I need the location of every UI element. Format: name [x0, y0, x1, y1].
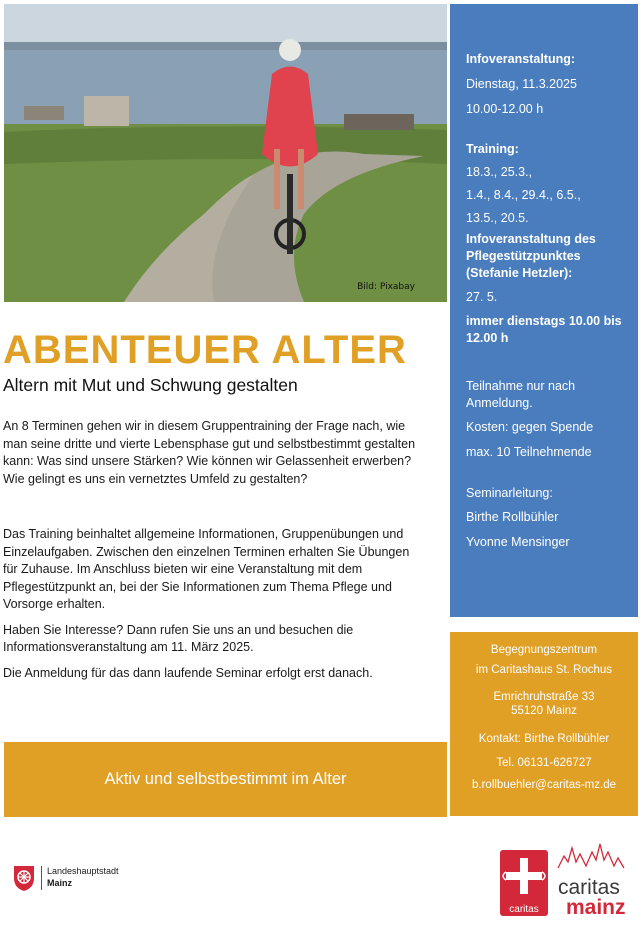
cost-note: Kosten: gegen Spende: [466, 420, 594, 435]
city-logo-line-1: Landeshauptstadt: [47, 866, 119, 877]
paragraph-training: Das Training beinhaltet allgemeine Informationen, Gruppenübungen und Einzelaufgaben. Zwischen den einzelnen Terminen erhalten Sie Übungen für Zuhause. Im Anschluss bieten wir eine Veranstaltung mit dem Pflegestützpunkt an, bei der Sie Informationen zum Thema Pflege und Vorsorge erhalten.: [3, 527, 410, 611]
training-dates-3: 13.5., 20.5.: [466, 210, 529, 225]
event-details-panel: [450, 4, 638, 617]
photo-illustration: [4, 4, 447, 302]
city-logo: [12, 864, 119, 892]
body-text: [3, 418, 426, 682]
registration-note: Teilnahme nur nach Anmeldung.: [466, 379, 576, 411]
city: 55120 Mainz: [511, 705, 577, 718]
mainz-wheel-icon: [12, 864, 36, 892]
caritas-city: mainz: [566, 896, 626, 918]
info-event-time: 10.00-12.00 h: [466, 101, 544, 116]
weekday-note: immer dienstags 10.00 bis 12.00 h: [466, 313, 622, 345]
leaders-label: Seminarleitung:: [466, 485, 553, 500]
paragraph-intro: An 8 Terminen gehen wir in diesem Gruppentraining der Frage nach, wie man seine dritte und vierte Lebensphase gut und selbstbestimmt gestalten kann: Was sind unsere Stärken? Wie können wir Gelassenheit erwerben? Wie gelingt es uns ein vernetztes Umfeld zu gestalten?: [3, 419, 416, 486]
info-event-label: Infoveranstaltung:: [466, 52, 576, 66]
caritas-small-word: caritas: [509, 904, 539, 915]
email-link[interactable]: b.rollbuehler@caritas-mz.de: [472, 778, 616, 791]
city-logo-text: [41, 866, 119, 889]
info-event-date: Dienstag, 11.3.2025: [466, 76, 577, 91]
photo-credit: Bild: Pixabay: [357, 282, 415, 292]
caritas-cross-icon: [500, 838, 630, 918]
venue-line-2: im Caritashaus St. Rochus: [475, 664, 613, 677]
city-logo-line-2: Mainz: [47, 878, 73, 888]
training-dates-2: 1.4., 8.4., 29.4., 6.5.,: [466, 187, 581, 202]
pflege-event-label: Infoveranstaltung des Pflegestützpunktes (Stefanie Hetzler):: [466, 232, 596, 280]
street: Emrichruhstraße 33: [493, 690, 595, 703]
slogan-banner: [4, 742, 447, 817]
page-subtitle: Altern mit Mut und Schwung gestalten: [3, 375, 298, 395]
page-title: ABENTEUER ALTER: [3, 328, 407, 372]
leader-2: Yvonne Mensinger: [466, 535, 570, 550]
training-dates-1: 18.3., 25.3.,: [466, 165, 533, 179]
venue-line-1: Begegnungszentrum: [490, 644, 598, 656]
slogan-text: Aktiv und selbstbestimmt im Alter: [104, 770, 347, 788]
pflege-event-date: 27. 5.: [466, 289, 498, 304]
hero-photo: [4, 4, 447, 302]
training-label: Training:: [466, 142, 519, 157]
max-participants: max. 10 Teilnehmende: [466, 444, 592, 459]
phone[interactable]: Tel. 06131-626727: [496, 756, 592, 769]
paragraph-interest: Haben Sie Interesse? Dann rufen Sie uns an und besuchen die Informationsveranstaltung am 11. März 2025.: [3, 622, 354, 654]
leader-1: Birthe Rollbühler: [466, 510, 559, 525]
contact-person: Kontakt: Birthe Rollbühler: [478, 733, 610, 746]
caritas-logo: [500, 838, 630, 918]
paragraph-registration: Die Anmeldung für das dann laufende Seminar erfolgt erst danach.: [3, 665, 373, 680]
contact-box: [450, 632, 638, 816]
caritas-word: caritas: [558, 876, 620, 899]
